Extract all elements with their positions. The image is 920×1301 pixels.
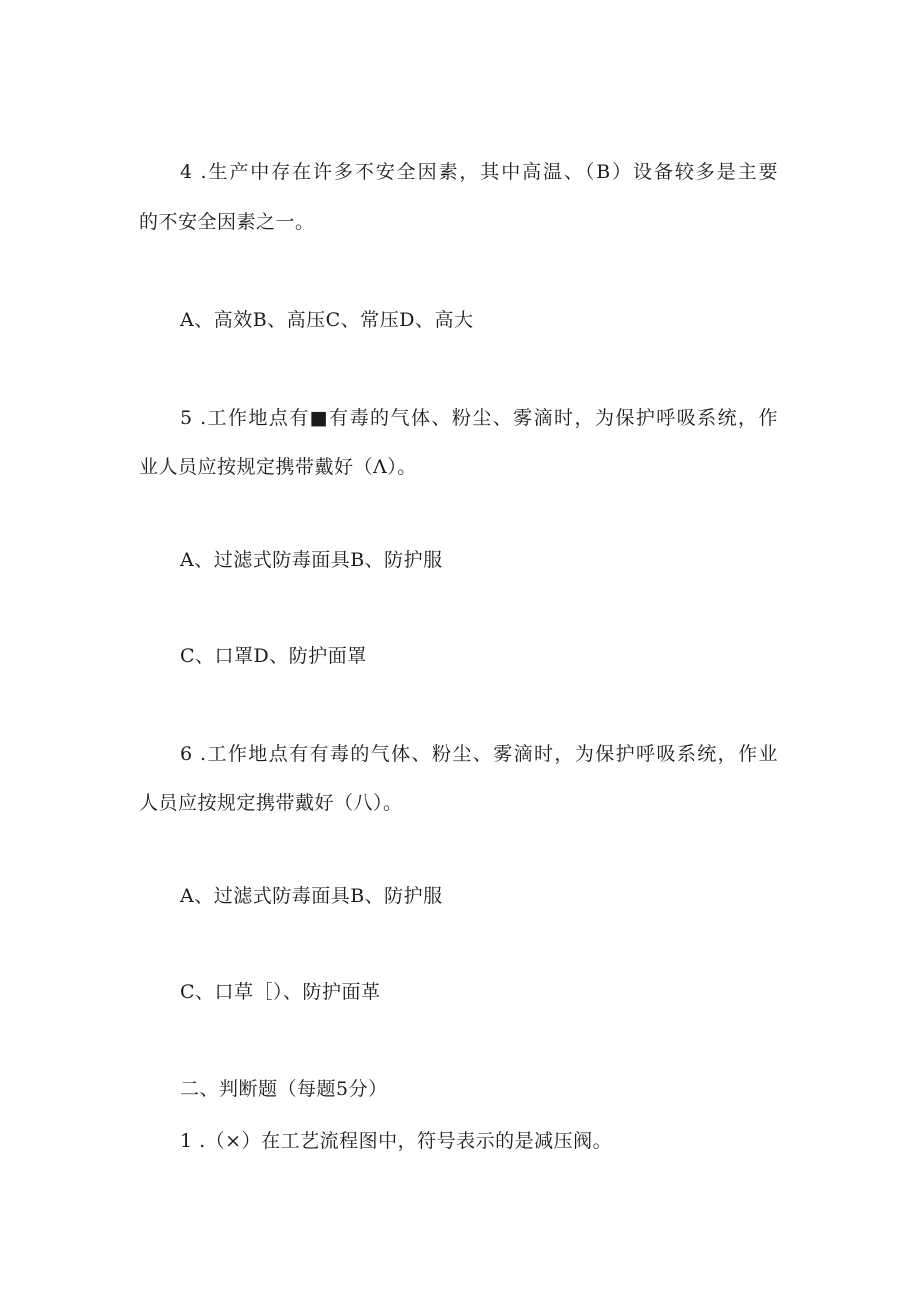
question-6-stem-line-1: 6 .工作地点有有毒的气体、粉尘、雾滴时，为保护呼吸系统，作业 xyxy=(180,743,778,765)
question-5-stem-line-2: 业人员应按规定携带戴好（Λ）。 xyxy=(139,456,417,478)
question-6-stem-line-2: 人员应按规定携带戴好（八）。 xyxy=(139,792,403,814)
question-5-options-1: A、过滤式防毒面具B、防护服 xyxy=(180,549,443,571)
true-false-item-1: 1 .（×）在工艺流程图中，符号表示的是减压阀。 xyxy=(180,1130,613,1152)
question-5-options-2: C、口罩D、防护面罩 xyxy=(180,645,367,667)
question-5-stem-line-1: 5 .工作地点有■有毒的气体、粉尘、雾滴时，为保护呼吸系统，作 xyxy=(180,407,778,429)
question-4-stem-line-2: 的不安全因素之一。 xyxy=(139,211,315,233)
question-6-options-2: C、口草［）、防护面革 xyxy=(180,981,381,1003)
question-6-options-1: A、过滤式防毒面具B、防护服 xyxy=(180,885,443,907)
question-4-stem-line-1: 4 .生产中存在许多不安全因素，其中高温、（B）设备较多是主要 xyxy=(180,161,778,183)
section-heading: 二、判断题（每题5分） xyxy=(180,1078,388,1100)
question-4-options: A、高效B、高压C、常压D、高大 xyxy=(180,309,474,331)
